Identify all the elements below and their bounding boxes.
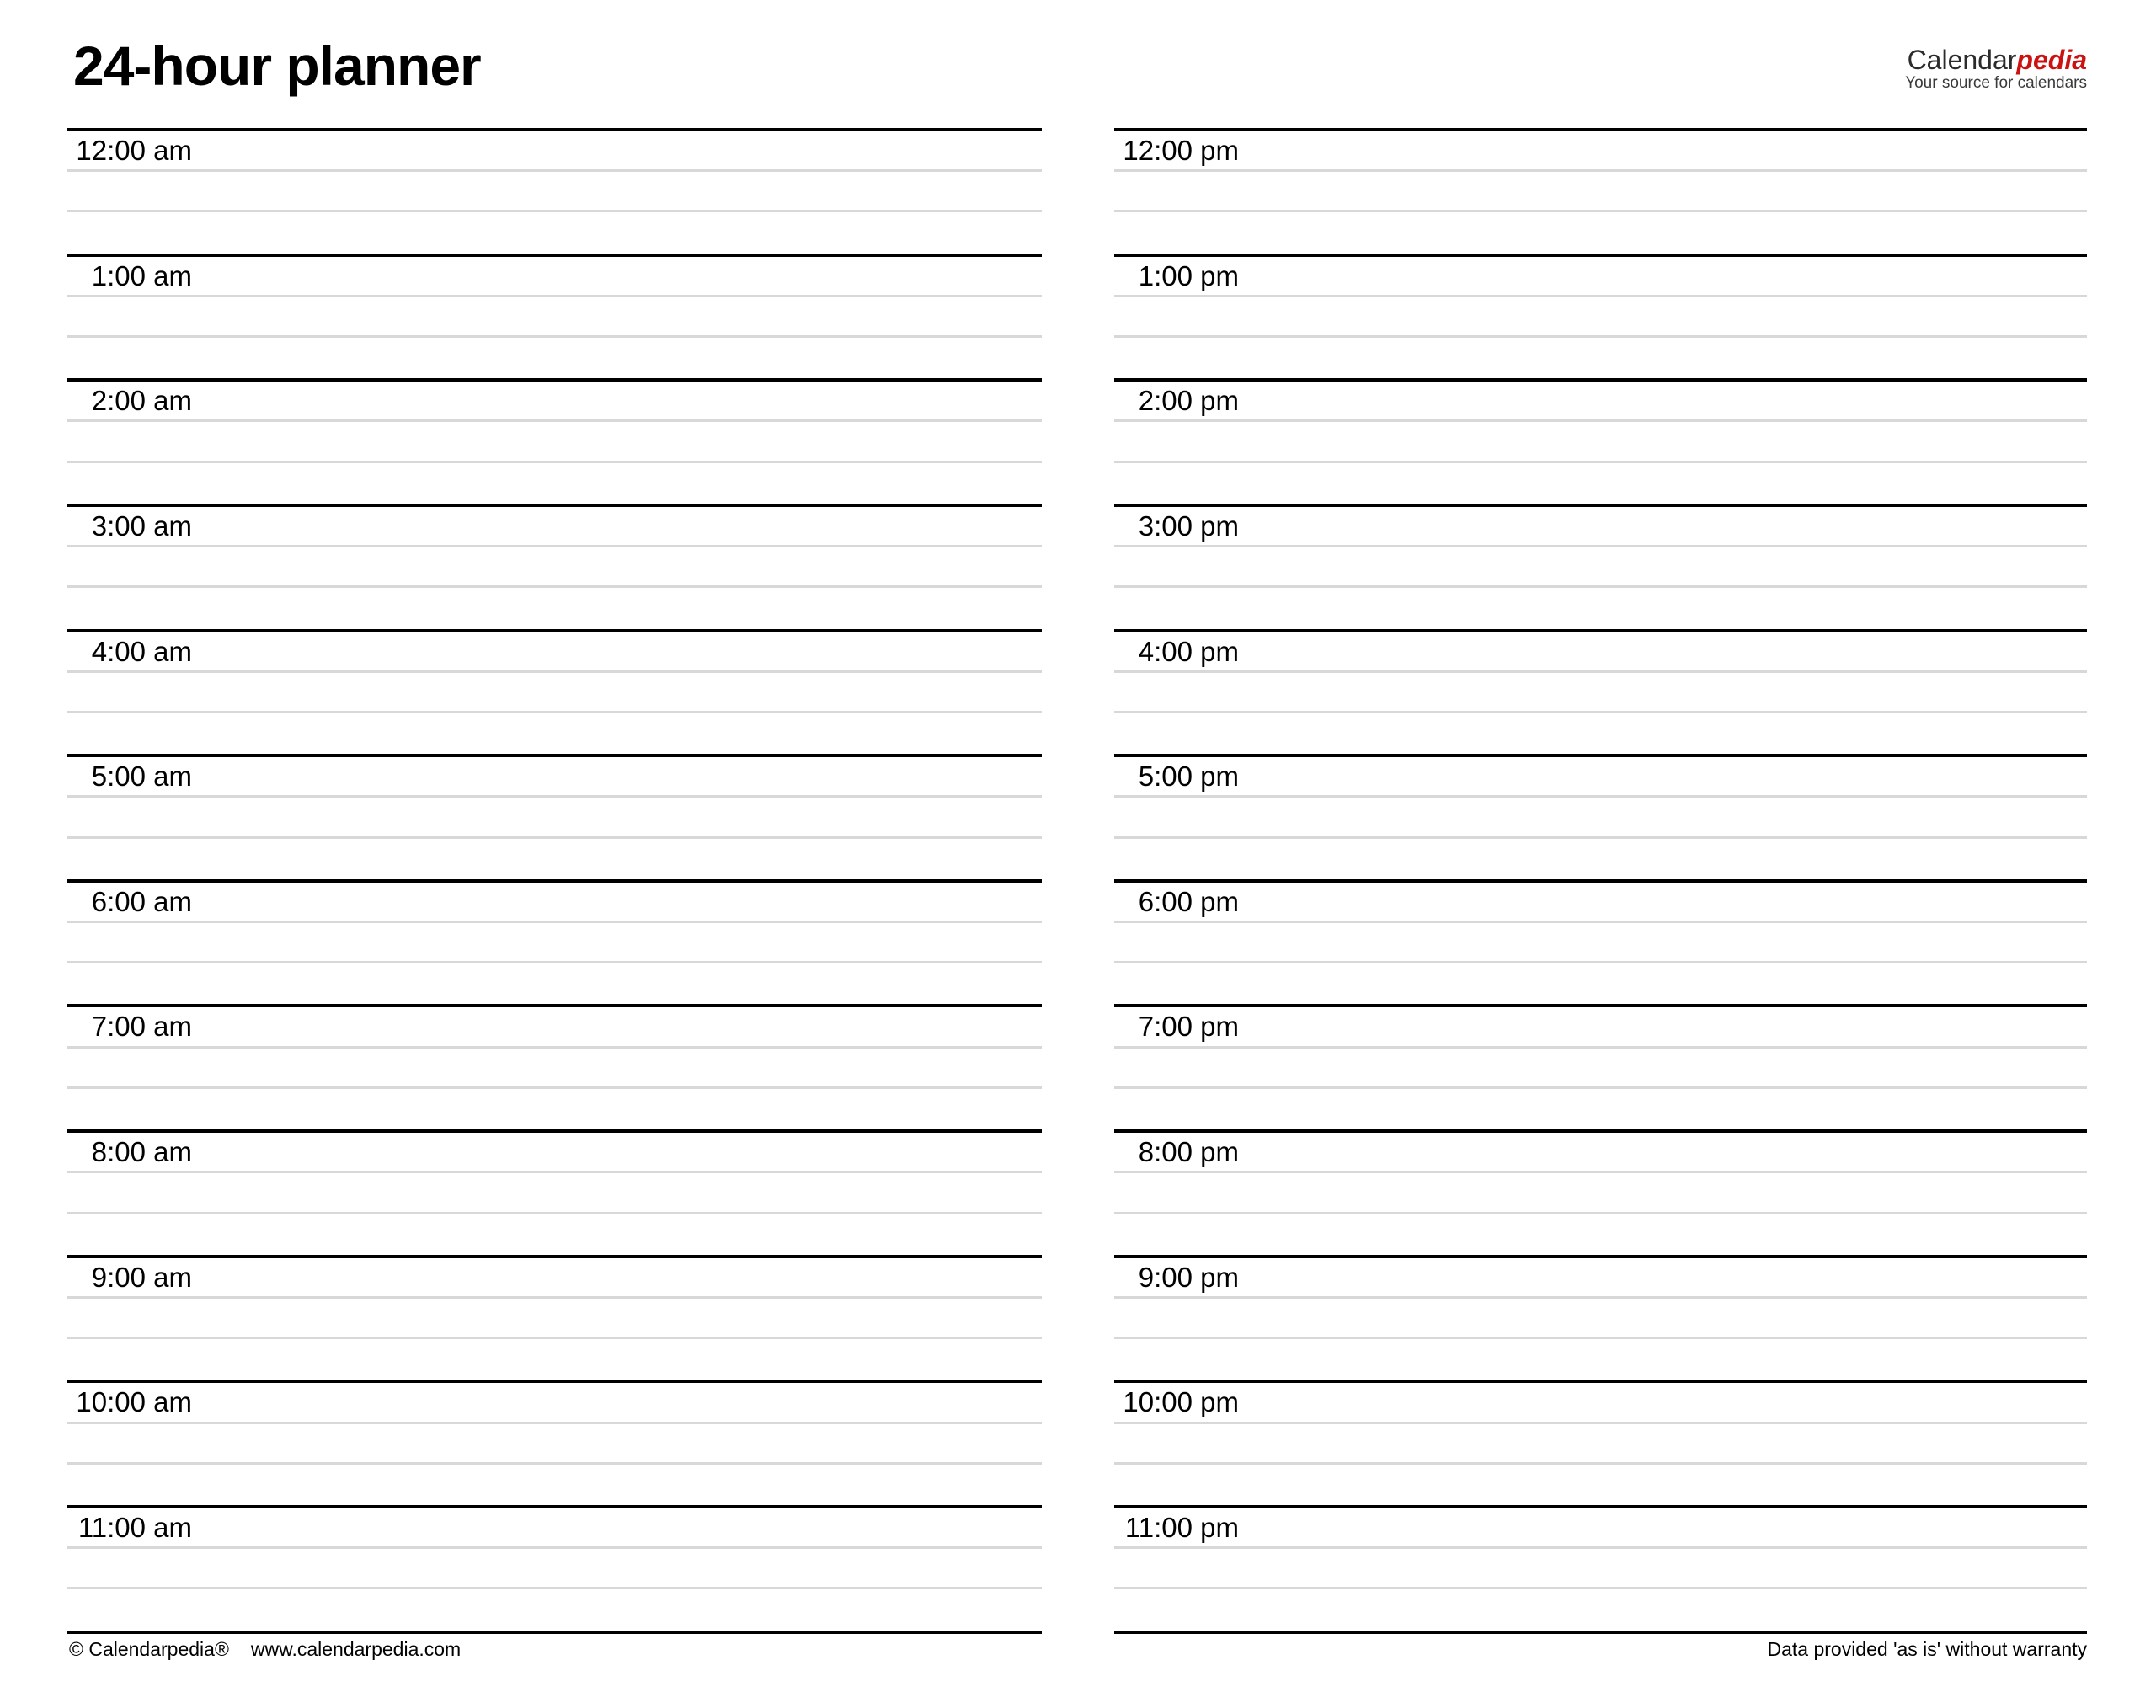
hour-label-row <box>1114 632 2087 673</box>
time-label: 10:00 am <box>76 1386 192 1418</box>
writing-line <box>1114 798 2087 838</box>
hour-label-row <box>67 507 1042 547</box>
time-label: 1:00 am <box>91 259 192 291</box>
hour-label-row <box>67 1383 1042 1423</box>
hour-label-row <box>67 1133 1042 1173</box>
hour-block <box>1114 128 2087 254</box>
writing-line <box>1114 1424 2087 1465</box>
writing-line <box>67 172 1042 212</box>
logo-wordmark <box>1905 45 2087 74</box>
hour-block <box>1114 629 2087 755</box>
hour-block <box>67 754 1042 879</box>
writing-line <box>1114 588 2087 628</box>
writing-line <box>67 1049 1042 1089</box>
time-label: 8:00 am <box>91 1136 192 1168</box>
time-label: 7:00 pm <box>1138 1011 1239 1043</box>
writing-line <box>67 1299 1042 1339</box>
writing-line <box>67 713 1042 754</box>
hour-label-row <box>1114 257 2087 297</box>
writing-line <box>67 673 1042 713</box>
time-label: 2:00 pm <box>1138 385 1239 417</box>
writing-line <box>67 923 1042 963</box>
hour-block <box>1114 1380 2087 1505</box>
hour-block <box>1114 504 2087 629</box>
writing-line <box>1114 963 2087 1004</box>
writing-line <box>67 1089 1042 1129</box>
writing-line <box>67 297 1042 338</box>
writing-line <box>1114 839 2087 879</box>
time-label: 2:00 am <box>91 385 192 417</box>
hour-block <box>1114 754 2087 879</box>
hour-label-row <box>1114 1383 2087 1423</box>
writing-line <box>1114 1549 2087 1589</box>
writing-line <box>67 588 1042 628</box>
writing-line <box>1114 297 2087 338</box>
writing-line <box>1114 1589 2087 1630</box>
hour-label-row <box>67 131 1042 172</box>
writing-line <box>1114 338 2087 378</box>
time-label: 1:00 pm <box>1138 259 1239 291</box>
writing-line <box>67 1424 1042 1465</box>
time-label: 6:00 am <box>91 885 192 917</box>
logo-brand-accent: pedia <box>2016 45 2087 75</box>
hour-block <box>67 378 1042 504</box>
hour-block <box>67 504 1042 629</box>
writing-line <box>67 338 1042 378</box>
hour-block <box>1114 879 2087 1005</box>
time-label: 4:00 pm <box>1138 635 1239 667</box>
writing-line <box>67 1465 1042 1505</box>
time-label: 9:00 am <box>91 1261 192 1293</box>
writing-line <box>1114 212 2087 253</box>
writing-line <box>67 1214 1042 1255</box>
writing-line <box>1114 463 2087 504</box>
hour-label-row <box>1114 1508 2087 1549</box>
writing-line <box>67 963 1042 1004</box>
hour-block <box>67 1380 1042 1505</box>
writing-line <box>67 422 1042 462</box>
hour-block <box>67 629 1042 755</box>
writing-line <box>67 463 1042 504</box>
writing-line <box>1114 172 2087 212</box>
hour-block <box>1114 1505 2087 1631</box>
time-label: 8:00 pm <box>1138 1136 1239 1168</box>
footer-left <box>69 1637 461 1661</box>
writing-line <box>1114 923 2087 963</box>
writing-line <box>67 1589 1042 1630</box>
hour-label-row <box>1114 1258 2087 1299</box>
writing-line <box>1114 422 2087 462</box>
hour-label-row <box>67 382 1042 422</box>
hour-label-row <box>1114 1133 2087 1173</box>
time-label: 6:00 pm <box>1138 885 1239 917</box>
time-label: 5:00 am <box>91 761 192 793</box>
planner-column-am <box>67 128 1042 1634</box>
writing-line <box>1114 1299 2087 1339</box>
time-label: 10:00 pm <box>1123 1386 1239 1418</box>
time-label: 5:00 pm <box>1138 761 1239 793</box>
time-label: 11:00 am <box>77 1512 192 1544</box>
writing-line <box>1114 1089 2087 1129</box>
writing-line <box>1114 713 2087 754</box>
writing-line <box>67 547 1042 588</box>
writing-line <box>1114 1465 2087 1505</box>
hour-label-row <box>67 1007 1042 1048</box>
hour-block <box>67 128 1042 254</box>
hour-label-row <box>67 757 1042 798</box>
time-label: 3:00 pm <box>1138 510 1239 542</box>
writing-line <box>67 212 1042 253</box>
hour-block <box>67 1505 1042 1631</box>
time-label: 9:00 pm <box>1138 1261 1239 1293</box>
writing-line <box>67 1339 1042 1380</box>
hour-block <box>1114 1255 2087 1380</box>
time-label: 12:00 pm <box>1123 135 1239 166</box>
time-label: 3:00 am <box>91 510 192 542</box>
hour-block <box>1114 378 2087 504</box>
hour-block <box>67 879 1042 1005</box>
planner-column-pm <box>1114 128 2087 1634</box>
writing-line <box>67 839 1042 879</box>
footer-copyright: © Calendarpedia® <box>69 1638 229 1660</box>
hour-label-row <box>67 883 1042 923</box>
hour-label-row <box>1114 131 2087 172</box>
hour-block <box>67 254 1042 379</box>
hour-label-row <box>1114 1007 2087 1048</box>
hour-label-row <box>1114 507 2087 547</box>
hour-block <box>67 1255 1042 1380</box>
hour-label-row <box>67 1258 1042 1299</box>
logo-tagline: Your source for calendars <box>1905 74 2087 92</box>
hour-label-row <box>1114 757 2087 798</box>
hour-block <box>67 1004 1042 1129</box>
writing-line <box>67 1549 1042 1589</box>
time-label: 12:00 am <box>76 135 192 166</box>
hour-label-row <box>67 257 1042 297</box>
writing-line <box>1114 1173 2087 1214</box>
hour-block <box>1114 1129 2087 1255</box>
time-label: 7:00 am <box>91 1011 192 1043</box>
hour-label-row <box>1114 382 2087 422</box>
logo-brand-primary: Calendar <box>1907 45 2017 75</box>
hour-block <box>67 1129 1042 1255</box>
writing-line <box>1114 1214 2087 1255</box>
calendarpedia-logo <box>1905 45 2087 92</box>
writing-line <box>1114 673 2087 713</box>
hour-block <box>1114 254 2087 379</box>
writing-line <box>1114 1339 2087 1380</box>
footer-disclaimer: Data provided 'as is' without warranty <box>1767 1638 2087 1660</box>
writing-line <box>1114 547 2087 588</box>
writing-line <box>67 1173 1042 1214</box>
time-label: 11:00 pm <box>1124 1512 1239 1544</box>
hour-label-row <box>67 1508 1042 1549</box>
writing-line <box>1114 1049 2087 1089</box>
time-label: 4:00 am <box>91 635 192 667</box>
page-title: 24-hour planner <box>73 35 481 97</box>
hour-label-row <box>67 632 1042 673</box>
hour-label-row <box>1114 883 2087 923</box>
footer-website: www.calendarpedia.com <box>250 1638 462 1660</box>
writing-line <box>67 798 1042 838</box>
hour-block <box>1114 1004 2087 1129</box>
